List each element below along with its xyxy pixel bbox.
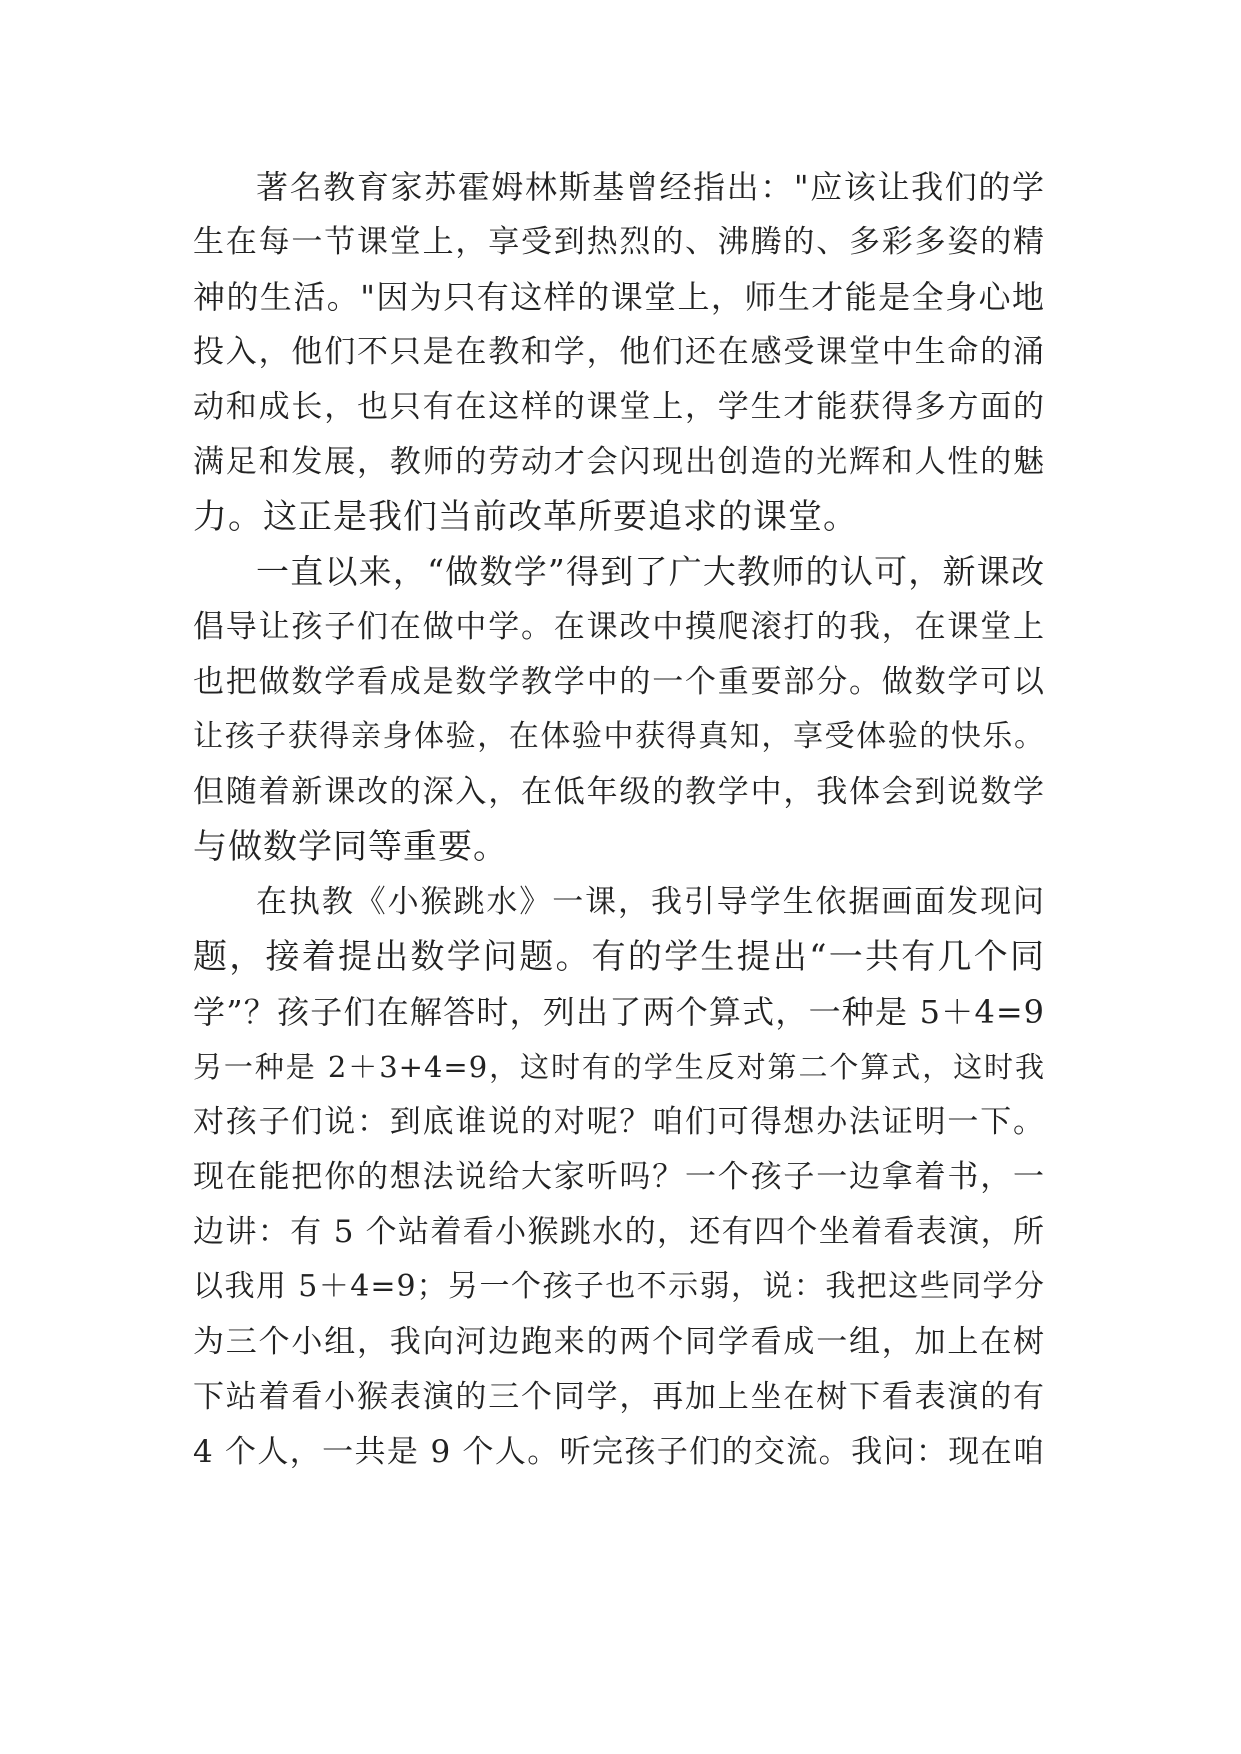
paragraph-1-line-3: 神的生活。"因为只有这样的课堂上，师生才能是全身心地 — [193, 278, 1045, 316]
paragraph-1-line-1: 著名教育家苏霍姆林斯基曾经指出："应该让我们的学 — [256, 168, 1045, 206]
paragraph-3-line-9: 为三个小组，我向河边跑来的两个同学看成一组，加上在树 — [193, 1324, 1045, 1360]
paragraph-2-line-3: 也把做数学看成是数学教学中的一个重要部分。做数学可以 — [193, 664, 1045, 700]
paragraph-2-line-4: 让孩子获得亲身体验，在体验中获得真知，享受体验的快乐。 — [193, 719, 1045, 754]
paragraph-2-line-2: 倡导让孩子们在做中学。在课改中摸爬滚打的我，在课堂上 — [193, 609, 1045, 645]
paragraph-3-line-2: 题，接着提出数学问题。有的学生提出“一共有几个同 — [193, 937, 1045, 977]
paragraph-3-line-4: 另一种是 2＋3+4=9，这时有的学生反对第二个算式，这时我 — [193, 1050, 1045, 1084]
paragraph-3-line-1: 在执教《小猴跳水》一课，我引导学生依据画面发现问 — [256, 884, 1045, 920]
paragraph-2-line-6: 与做数学同等重要。 — [193, 827, 508, 867]
paragraph-1-line-2: 生在每一节课堂上，享受到热烈的、沸腾的、多彩多姿的精 — [193, 224, 1045, 260]
paragraph-3-line-7: 边讲：有 5 个站着看小猴跳水的，还有四个坐着看表演，所 — [193, 1214, 1045, 1250]
paragraph-1-line-7: 力。这正是我们当前改革所要追求的课堂。 — [193, 497, 858, 537]
paragraph-2-line-5: 但随着新课改的深入，在低年级的教学中，我体会到说数学 — [193, 774, 1045, 810]
paragraph-3-line-11: 4 个人，一共是 9 个人。听完孩子们的交流。我问：现在咱 — [193, 1434, 1045, 1470]
paragraph-3-line-3: 学”？孩子们在解答时，列出了两个算式，一种是 5＋4=9 — [193, 993, 1045, 1031]
paragraph-1-line-5: 动和成长，也只有在这样的课堂上，学生才能获得多方面的 — [193, 389, 1045, 425]
paragraph-3-line-8: 以我用 5＋4=9；另一个孩子也不示弱，说：我把这些同学分 — [193, 1269, 1045, 1304]
paragraph-2-line-1: 一直以来，“做数学”得到了广大教师的认可，新课改 — [256, 552, 1045, 591]
paragraph-3-line-5: 对孩子们说：到底谁说的对呢？咱们可得想办法证明一下。 — [193, 1104, 1045, 1140]
paragraph-3-line-10: 下站着看小猴表演的三个同学，再加上坐在树下看表演的有 — [193, 1379, 1045, 1415]
paragraph-1-line-4: 投入，他们不只是在教和学，他们还在感受课堂中生命的涌 — [193, 334, 1045, 370]
paragraph-1-line-6: 满足和发展，教师的劳动才会闪现出创造的光辉和人性的魅 — [193, 444, 1045, 480]
paragraph-3-line-6: 现在能把你的想法说给大家听吗？一个孩子一边拿着书，一 — [193, 1159, 1045, 1195]
